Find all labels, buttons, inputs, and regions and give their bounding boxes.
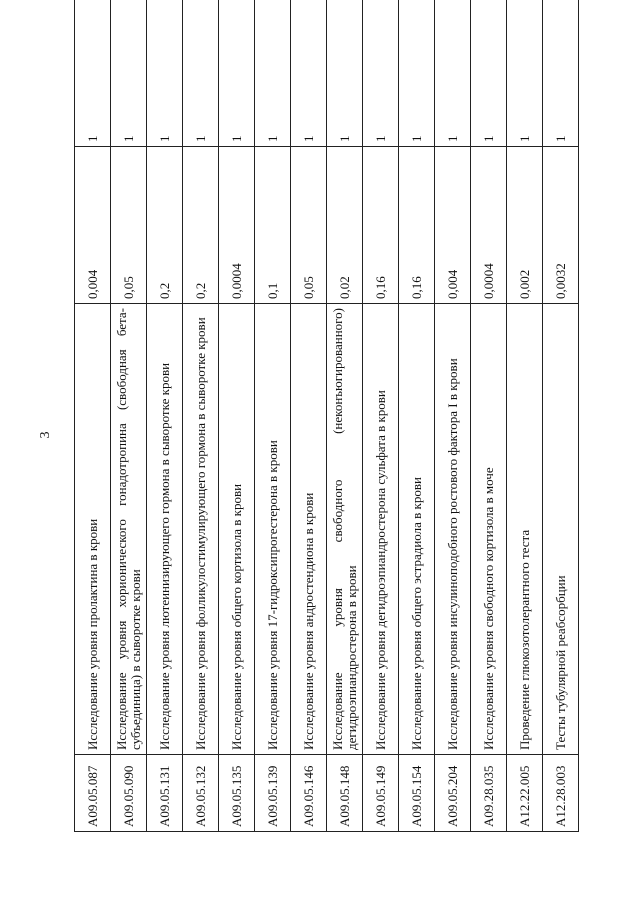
multiplicity-value: 1	[291, 0, 327, 147]
multiplicity-value: 1	[111, 0, 147, 147]
service-name: Тесты тубулярной реабсорбции	[543, 304, 579, 755]
frequency-value: 0,2	[147, 147, 183, 304]
service-code: A09.05.148	[327, 755, 363, 832]
service-name: Исследование уровня пролактина в крови	[75, 304, 111, 755]
service-code: A09.05.146	[291, 755, 327, 832]
service-code: A09.05.204	[435, 755, 471, 832]
multiplicity-value: 1	[435, 0, 471, 147]
table-row	[363, 0, 399, 832]
service-name: Исследование уровня 17-гидроксипрогестерона в крови	[255, 304, 291, 755]
table-row	[471, 0, 507, 832]
service-name: Проведение глюкозотолерантного теста	[507, 304, 543, 755]
frequency-value: 0,004	[435, 147, 471, 304]
service-code: A09.28.035	[471, 755, 507, 832]
service-name: Исследование уровня лютеинизирующего гормона в сыворотке крови	[147, 304, 183, 755]
service-name: Исследование уровня свободного кортизола в моче	[471, 304, 507, 755]
service-code: A12.22.005	[507, 755, 543, 832]
multiplicity-value: 1	[327, 0, 363, 147]
service-code: A09.05.139	[255, 755, 291, 832]
table-row	[507, 0, 543, 832]
frequency-value: 0,2	[183, 147, 219, 304]
table-row	[111, 0, 147, 832]
frequency-value: 0,05	[111, 147, 147, 304]
service-name: Исследование уровня свободного (неконъюгированного) дегидроэпиандростерона в крови	[327, 304, 363, 755]
service-code: A09.05.132	[183, 755, 219, 832]
service-code: A09.05.090	[111, 755, 147, 832]
service-code: A12.28.003	[543, 755, 579, 832]
table-row	[219, 0, 255, 832]
services-table	[74, 0, 579, 832]
multiplicity-value: 1	[255, 0, 291, 147]
page-number: 3	[38, 431, 53, 439]
table-row	[255, 0, 291, 832]
service-code: A09.05.135	[219, 755, 255, 832]
table-row	[327, 0, 363, 832]
table-row	[75, 0, 111, 832]
multiplicity-value: 1	[399, 0, 435, 147]
frequency-value: 0,02	[327, 147, 363, 304]
service-name: Исследование уровня фолликулостимулирующего гормона в сыворотке крови	[183, 304, 219, 755]
service-name: Исследование уровня общего эстрадиола в крови	[399, 304, 435, 755]
frequency-value: 0,1	[255, 147, 291, 304]
frequency-value: 0,16	[363, 147, 399, 304]
frequency-value: 0,0032	[543, 147, 579, 304]
multiplicity-value: 1	[471, 0, 507, 147]
table-row	[147, 0, 183, 832]
multiplicity-value: 1	[219, 0, 255, 147]
service-code: A09.05.087	[75, 755, 111, 832]
frequency-value: 0,004	[75, 147, 111, 304]
service-code: A09.05.131	[147, 755, 183, 832]
service-name: Исследование уровня инсулиноподобного ростового фактора I в крови	[435, 304, 471, 755]
frequency-value: 0,0004	[471, 147, 507, 304]
frequency-value: 0,16	[399, 147, 435, 304]
service-code: A09.05.154	[399, 755, 435, 832]
table-body	[75, 0, 579, 832]
table-row	[183, 0, 219, 832]
service-name: Исследование уровня хорионического гонадотропина (свободная бета-субъединица) в сыворотке крови	[111, 304, 147, 755]
table-row	[543, 0, 579, 832]
table-row	[399, 0, 435, 832]
table-row	[435, 0, 471, 832]
multiplicity-value: 1	[183, 0, 219, 147]
service-code: A09.05.149	[363, 755, 399, 832]
multiplicity-value: 1	[363, 0, 399, 147]
multiplicity-value: 1	[543, 0, 579, 147]
service-name: Исследование уровня дегидроэпиандростерона сульфата в крови	[363, 304, 399, 755]
table-row	[291, 0, 327, 832]
frequency-value: 0,05	[291, 147, 327, 304]
service-name: Исследование уровня общего кортизола в крови	[219, 304, 255, 755]
frequency-value: 0,002	[507, 147, 543, 304]
multiplicity-value: 1	[75, 0, 111, 147]
service-name: Исследование уровня андростендиона в крови	[291, 304, 327, 755]
multiplicity-value: 1	[507, 0, 543, 147]
rotated-page-content	[74, 32, 618, 832]
multiplicity-value: 1	[147, 0, 183, 147]
frequency-value: 0,0004	[219, 147, 255, 304]
